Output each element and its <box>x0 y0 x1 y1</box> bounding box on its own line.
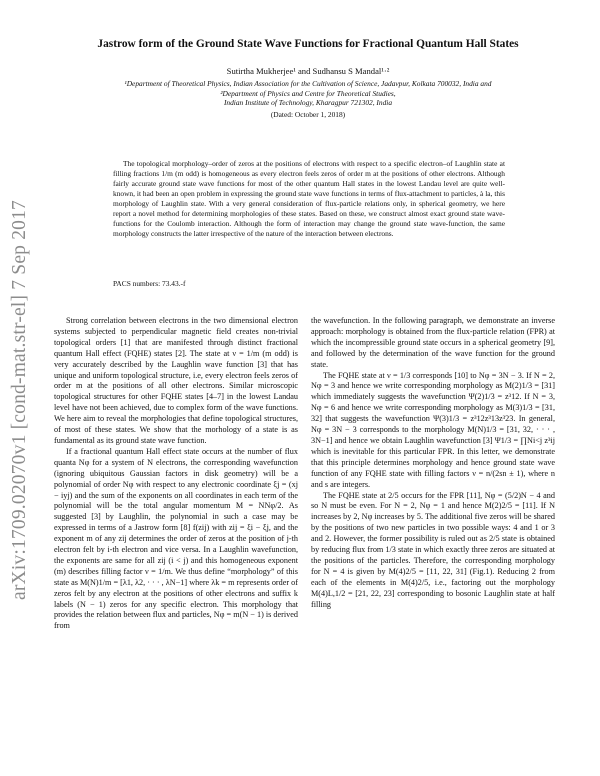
affiliation-3: Indian Institute of Technology, Kharagpur 721302, India <box>223 98 393 108</box>
body-paragraph: the wavefunction. In the following paragraph, we demonstrate an inverse approach: morphology is obtained from the flux-particle relation (FPR) at which the incompressible ground state occurs in a spherical geometry [9], and followed by the determination of the wave function for the ground state. <box>311 316 555 369</box>
arxiv-identifier-stamp <box>6 180 34 620</box>
body-paragraph: The FQHE state at 2/5 occurs for the FPR [11], Nφ = (5/2)N − 4 and so N must be even. For N = 2, Nφ = 1 and hence M(2)2/5 = [11]. If N increases by 2, Nφ increases by 5. The additional five zeros will be shared by the positions of two new particles in two possible ways: 4 and 1 or 3 and 2. However, the former possibility is ruled out as 2/5 state is obtained by reducing flux from 1/3 state in which exactly three zeros are situated at the positions of the particles. Therefore, the corresponding morphology for N = 4 is given by M(4)2/5 = [11, 22, 31] (Fig.1). Reducing 2 from each of the elements in M(4)2/5, i.e., factoring out the morphology M(4)L,1/2 = [21, 22, 23] corresponding to bosonic Laughlin state at half filling <box>311 490 555 609</box>
abstract: The topological morphology–order of zeros at the positions of electrons with respect to a specific electron–of Laughlin state at filling fractions 1/m (m odd) is homogeneous as every electron feels zeros of order m at the positions of other electrons. Although fairly accurate ground state wave functions for most of the other quantum Hall states in the lowest Landau level are quite well-known, it had been an open problem in expressing the ground state wave functions in terms of flux-attachment to particles, à la, this morphology of Laughlin state. With a very general consideration of flux-particle relations only, in spherical geometry, we here report a novel method for determining morphologies of these states. Based on these, we construct almost exact ground state wave-functions for the Coulomb interaction. Although the form of interaction may change the ground state wave-function, the same morphology constructs the latter irrespective of the nature of the interaction between electrons. <box>113 159 505 239</box>
author-list: Sutirtha Mukherjee¹ and Sudhansu S Mandal¹·² <box>226 66 390 76</box>
body-left-column <box>54 316 298 632</box>
dated-line: (Dated: October 1, 2018) <box>270 109 346 119</box>
body-paragraph: If a fractional quantum Hall effect state occurs at the number of flux quanta Nφ for a system of N electrons, the corresponding wavefunction (ignoring ubiquitous Gaussian factors in disk geometry) will be a polynomial of order Nφ with respect to any electronic coordinate ξj = (xj − iyj) and the sum of the exponents on all coordinates in each term of the polynomial will be the total angular momentum M = NNφ/2. As suggested [3] by Laughlin, the polynomial in such a case may be expressed in terms of a Jastrow form [8] f(zij) with zij = ξi − ξj, and the exponent m of any zij determines the order of zeros at the position of j-th electron felt by i-th electron and vice versa. In a Laughlin wavefunction, the exponents are same for all zij (i < j) and this homogeneous exponent (m) describes filling factor ν = 1/m. We thus define “morphology” of this state as M(N)1/m = [λ1, λ2, · · · , λN−1] where λk = m represents order of zeros felt by any electron at the positions of other electrons and suffix k labels (N − 1) zeros for any specific electron. This morphology that provides the relation between flux and particles, Nφ = m(N − 1) is derived from <box>54 446 298 631</box>
body-right-column <box>311 316 555 610</box>
pacs-numbers: PACS numbers: 73.43.-f <box>113 279 186 288</box>
affiliation-1: ¹Department of Theoretical Physics, Indian Association for the Cultivation of Science, Jadavpur, Kolkata 700032, India and <box>124 79 492 88</box>
paper-header <box>54 18 562 119</box>
body-paragraph: The FQHE state at ν = 1/3 corresponds [10] to Nφ = 3N − 3. If N = 2, Nφ = 3 and hence we write corresponding morphology as M(2)1/3 = [31] which immediately suggests the wavefunction Ψ(2)1/3 = z³12. If N = 3, Nφ = 6 and hence we write corresponding morphology as M(3)1/3 = [31, 32] that suggests the wavefunction Ψ(3)1/3 = z³12z³13z³23. In general, Nφ = 3N − 3 corresponds to the morphology M(N)1/3 = [31, 32, · · · , 3N−1] and hence we obtain Laughlin wavefunction [3] Ψ1/3 = ∏Ni<j z³ij which is inevitable for this particular FPR. In this letter, we demonstrate that this principle determines morphology and hence ground state wave function of any FQHE state with filling factors ν = n/(2sn ± 1), where n and s are integers. <box>311 370 555 489</box>
body-paragraph: Strong correlation between electrons in the two dimensional electron systems subjected to perpendicular magnetic field creates non-trivial topological orders [1] that are manifested through distinct fractional quantum Hall effect (FQHE) states [2]. The state at ν = 1/m (m odd) is very accurately described by the Laughlin wave function [3] that has unique and uniform topological structure, i.e, every electron feels zeros of order m at the positions of all other electrons. Similar microscopic topological structures for other FQHE states [4–7] in the lowest Landau level have not been achieved, due to complex form of the wave functions. We here aim to reveal the morphologies that define topological structures, of most of these states. We show that the morhology of a state is as fundamental as its ground state wave function. <box>54 316 298 445</box>
affiliation-2: ²Department of Physics and Centre for Theoretical Studies, <box>220 88 396 98</box>
paper-title: Jastrow form of the Ground State Wave Functions for Fractional Quantum Hall States <box>97 38 519 50</box>
arxiv-identifier-text: arXiv:1709.02070v1 [cond-mat.str-el] 7 Sep 2017 <box>9 199 30 601</box>
